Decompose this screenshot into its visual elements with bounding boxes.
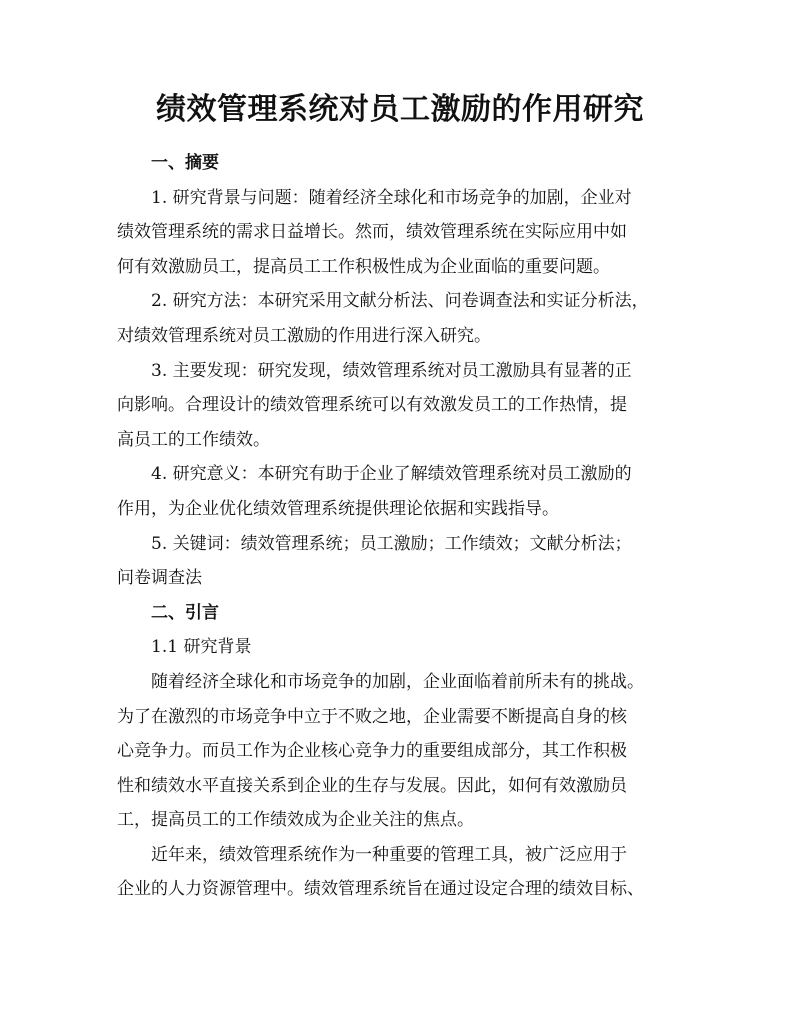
text-line: 向影响。合理设计的绩效管理系统可以有效激发员工的工作热情，提 (117, 395, 627, 416)
text-line: 5. 关键词：绩效管理系统；员工激励；工作绩效；文献分析法； (151, 533, 632, 554)
text-line: 高员工的工作绩效。 (117, 429, 270, 450)
text-line: 心竞争力。而员工作为企业核心竞争力的重要组成部分，其工作积极 (117, 741, 627, 762)
subsection-heading-background: 1.1 研究背景 (151, 637, 252, 658)
text-line: 工，提高员工的工作绩效成为企业关注的焦点。 (117, 810, 474, 831)
text-line: 对绩效管理系统对员工激励的作用进行深入研究。 (117, 325, 491, 346)
abstract-item-4 (117, 457, 689, 526)
text-line: 4. 研究意义：本研究有助于企业了解绩效管理系统对员工激励的 (151, 464, 632, 485)
document-body (117, 146, 689, 907)
text-line: 绩效管理系统的需求日益增长。然而，绩效管理系统在实际应用中如 (117, 222, 627, 243)
section-heading-abstract: 一、摘要 (151, 153, 219, 173)
text-line: 2. 研究方法：本研究采用文献分析法、问卷调查法和实证分析法， (151, 291, 649, 312)
text-line: 3. 主要发现：研究发现，绩效管理系统对员工激励具有显著的正 (151, 360, 632, 381)
document-title: 绩效管理系统对员工激励的作用研究 (156, 92, 644, 127)
abstract-item-5 (117, 527, 689, 596)
introduction-paragraph-1 (117, 665, 689, 838)
text-line: 随着经济全球化和市场竞争的加剧，企业面临着前所未有的挑战。 (151, 671, 644, 692)
abstract-item-1 (117, 181, 689, 285)
text-line: 近年来，绩效管理系统作为一种重要的管理工具，被广泛应用于 (151, 844, 627, 865)
text-line: 何有效激励员工，提高员工工作积极性成为企业面临的重要问题。 (117, 256, 610, 277)
text-line: 性和绩效水平直接关系到企业的生存与发展。因此，如何有效激励员 (117, 775, 627, 796)
text-line: 企业的人力资源管理中。绩效管理系统旨在通过设定合理的绩效目标、 (117, 879, 644, 900)
abstract-item-3 (117, 354, 689, 458)
text-line: 作用，为企业优化绩效管理系统提供理论依据和实践指导。 (117, 498, 559, 519)
introduction-paragraph-2 (117, 838, 689, 907)
section-heading-introduction: 二、引言 (151, 602, 219, 623)
text-line: 问卷调查法 (117, 568, 202, 589)
text-line: 为了在激烈的市场竞争中立于不败之地，企业需要不断提高自身的核 (117, 706, 627, 727)
text-line: 1. 研究背景与问题：随着经济全球化和市场竞争的加剧，企业对 (151, 187, 632, 208)
abstract-item-2 (117, 284, 689, 353)
